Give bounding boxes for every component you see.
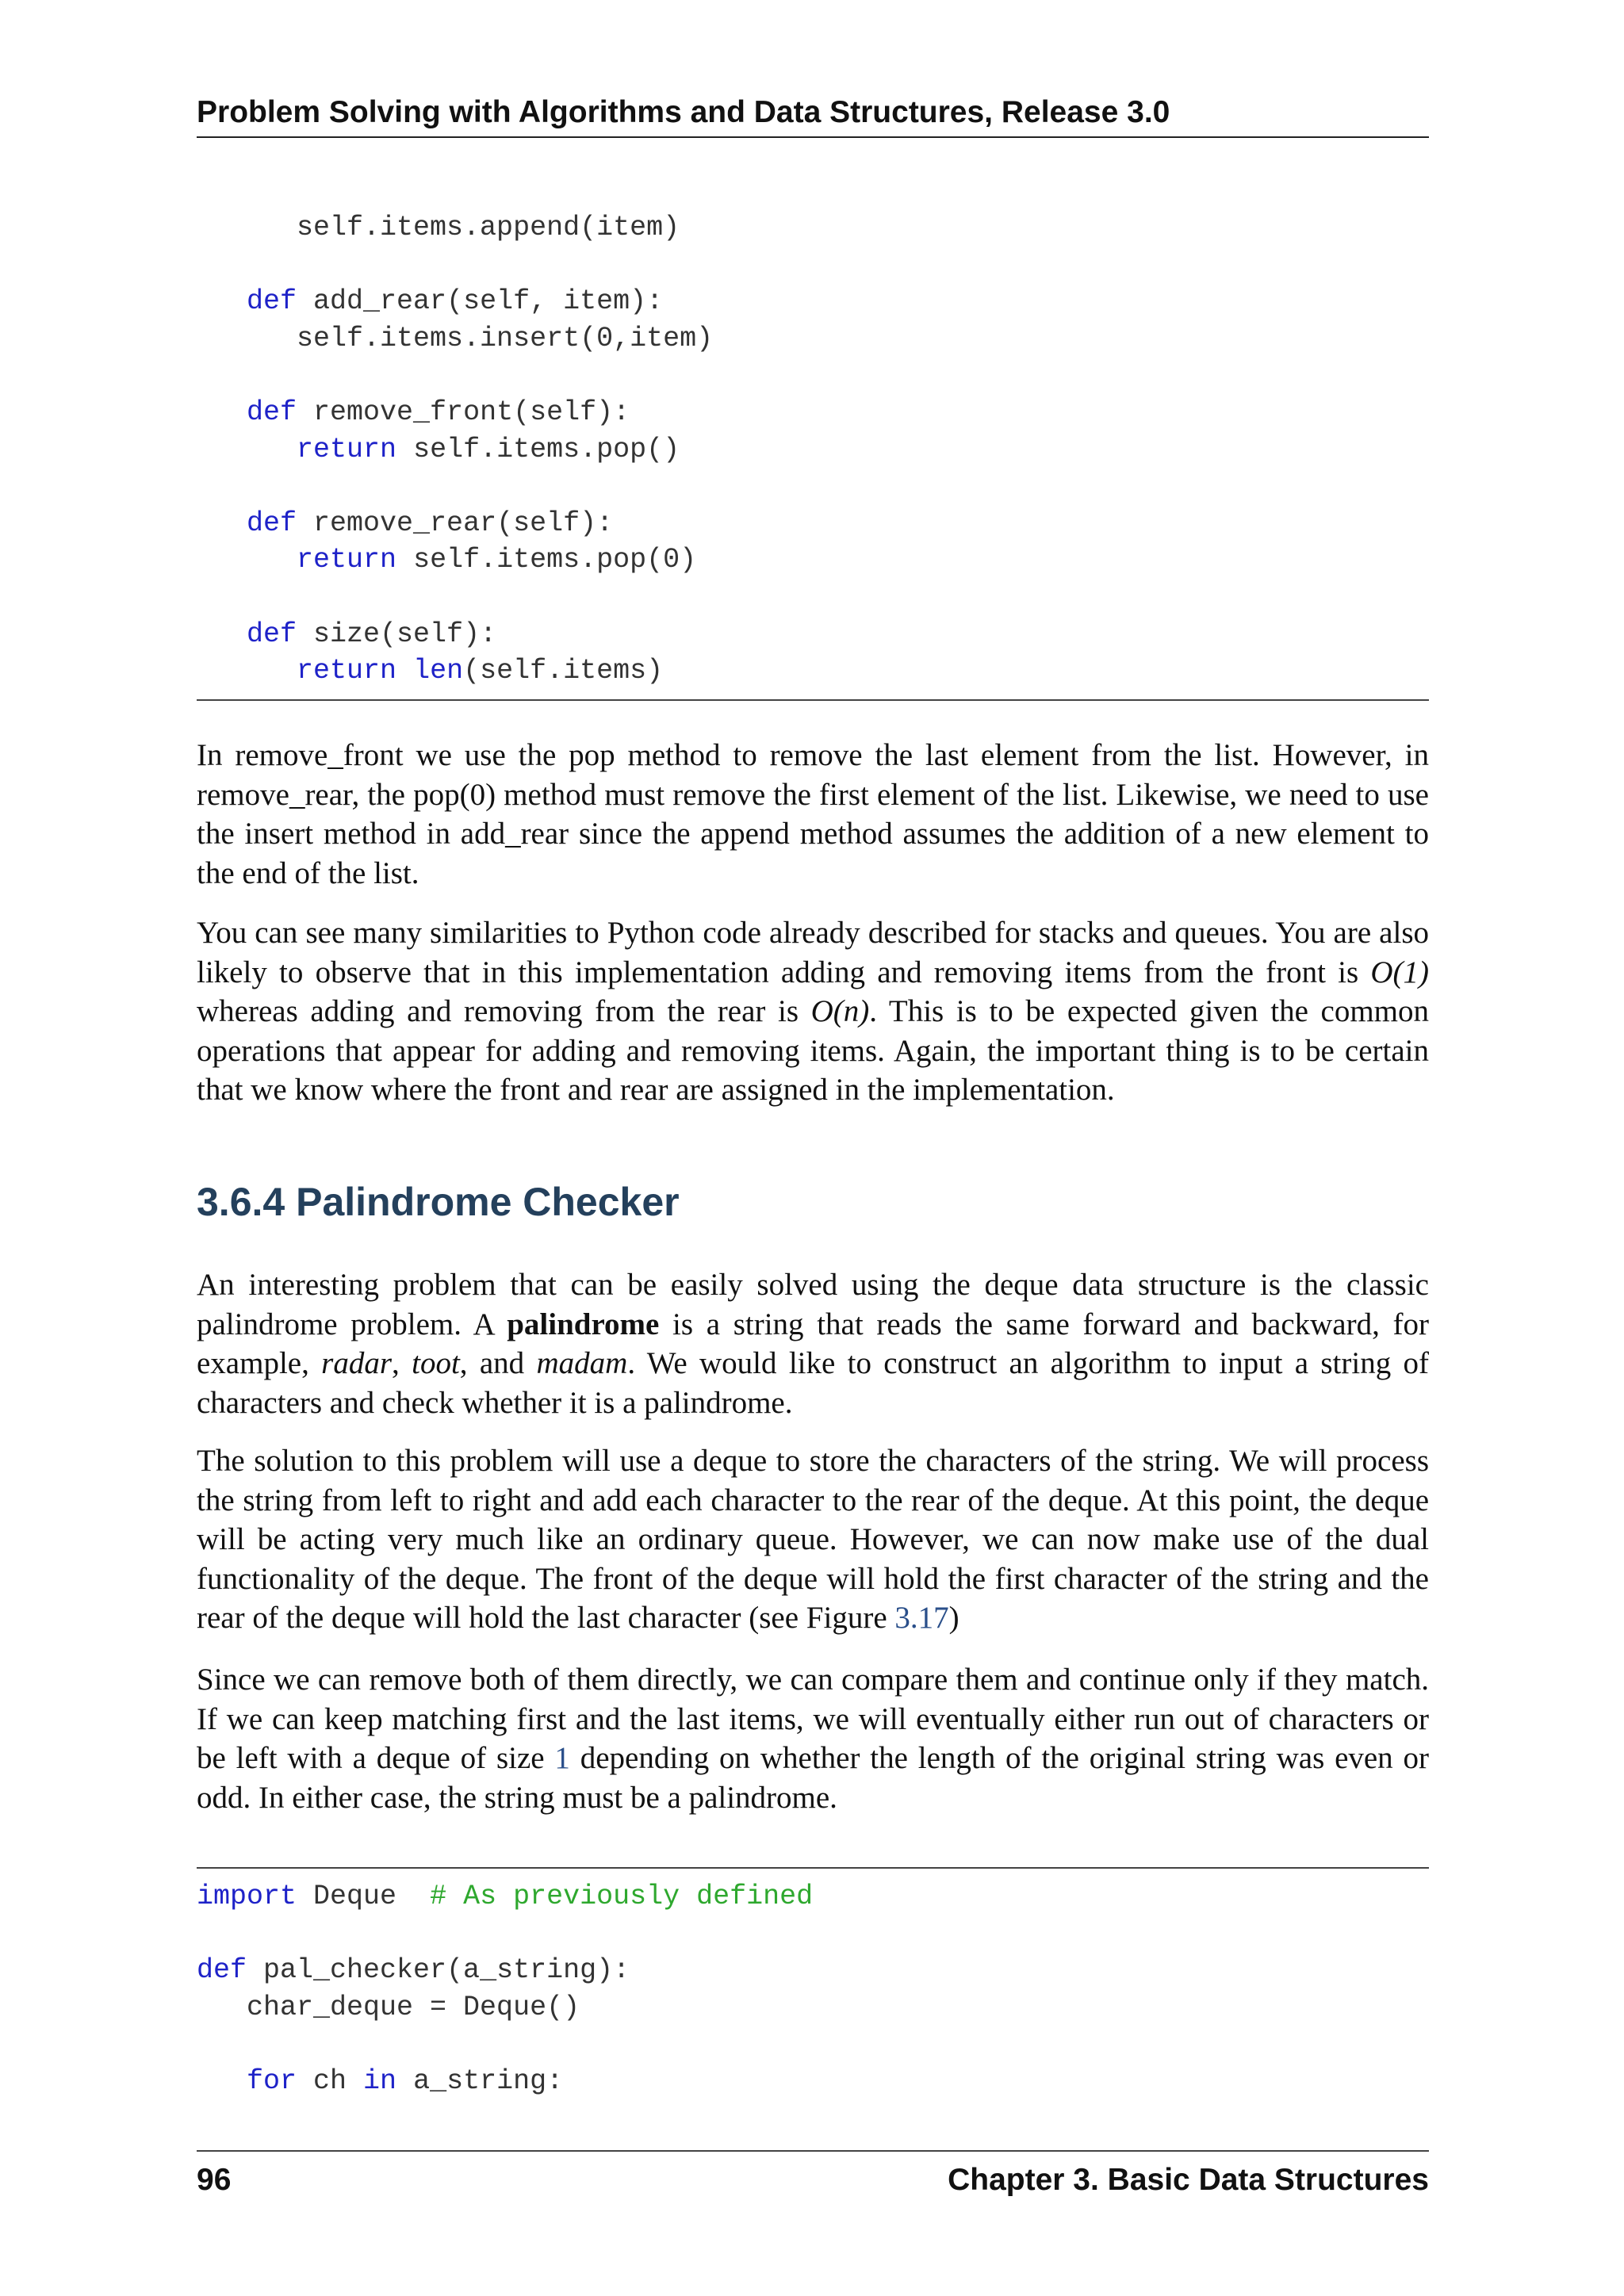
code-text: remove_front(self): [297,396,630,428]
paragraph-text: ) [948,1601,959,1636]
number-one: 1 [554,1741,570,1776]
code-block-deque-methods [197,209,1429,701]
paragraph-text: is a string that reads the same forward and backward, for example, [197,1307,1429,1381]
code-text: size(self): [297,618,497,650]
code-keyword: return [297,433,397,465]
code-comment: # As previously defined [430,1881,814,1912]
code-text: char_deque = Deque() [197,1991,580,2023]
code-text: ch [297,2064,364,2097]
paragraph-solution-approach [197,1441,1429,1638]
example-word: madam [536,1346,628,1381]
math-o1: O(1) [1370,955,1429,989]
code-line [197,1878,1429,1915]
code-text [197,434,297,465]
code-text: Deque [297,1881,431,1912]
code-text [197,618,247,650]
code-keyword: def [247,285,297,318]
paragraph-text: The solution to this problem will use a deque to store the characters of the string. We will process the string from left to right and add each character to the rear of the deque. At this point, the deque will be acting very much like an ordinary queue. However, we can now make use of the dual functionality of the deque. The front of the deque will hold the first character of the string and the rear of the deque will hold the last character (see Figure [197,1444,1429,1636]
running-header: Problem Solving with Algorithms and Data Structures, Release 3.0 [197,89,1429,138]
code-block-pal-checker [197,1867,1429,2129]
figure-reference-link[interactable]: 3.17 [894,1601,949,1636]
paragraph-text: whereas adding and removing from the rear is [197,994,811,1029]
section-title: 3.6.4 Palindrome Checker [197,1180,680,1224]
code-line [197,209,1429,247]
code-text: self.items.append(item) [197,212,680,243]
code-keyword: def [197,1954,247,1987]
code-text [197,507,247,539]
code-line [197,1989,1429,2026]
code-line [197,357,1429,394]
code-keyword: def [247,396,297,428]
paragraph-text: , and [459,1346,537,1381]
code-line [197,468,1429,505]
code-text [197,544,297,576]
code-keyword: return [297,655,397,687]
code-text: self.items.pop() [396,433,680,465]
code-text [396,655,413,687]
paragraph-compare-ends [197,1660,1429,1817]
code-line [197,505,1429,542]
paragraph-text: , [392,1346,412,1381]
code-text: a_string: [396,2064,564,2097]
page-number: 96 [197,2163,232,2197]
code-text [197,2065,247,2097]
code-line [197,283,1429,320]
chapter-title: Chapter 3. Basic Data Structures [948,2163,1429,2197]
code-line [197,652,1429,690]
document-page [197,0,1429,2296]
code-keyword: import [197,1881,297,1912]
code-text [197,285,247,317]
code-text [197,655,297,687]
code-text: self.items.pop(0) [396,544,697,576]
paragraph-text: . We would like to construct an algorithm to input a string of characters and check whether it is a palindrome. [197,1346,1430,1420]
code-keyword: return [297,544,397,576]
example-word: radar [321,1346,393,1381]
paragraph-text: Since we can remove both of them directly, we can compare them and continue only if they match. If we can keep matching first and the last items, we will eventually either run out of characters or be left with a deque of size [197,1663,1429,1776]
code-line [197,320,1429,358]
paragraph-text: depending on whether the length of the original string was even or odd. In either case, the string must be a palindrome. [197,1741,1429,1815]
code-line [197,1915,1429,1953]
paragraph-palindrome-intro [197,1265,1429,1422]
code-text: pal_checker(a_string): [247,1954,630,1987]
code-keyword: def [247,618,297,650]
example-word: toot [412,1346,460,1381]
code-text: self.items.insert(0,item) [197,322,714,354]
code-line [197,431,1429,469]
code-line [197,2063,1429,2100]
code-text [197,396,247,428]
code-line [197,1952,1429,1989]
code-keyword: in [363,2064,397,2097]
code-line [197,394,1429,431]
code-keyword: def [247,507,297,539]
code-text: (self.items) [463,655,664,687]
paragraph-remove-front-explanation: In remove_front we use the pop method to remove the last element from the list. However, in remove_rear, the pop(0) method must remove the first element of the list. Likewise, we need to use the insert method in add_rear since the append method assumes the addition of a new element to the end of the list. [197,738,1429,890]
paragraph-complexity [197,913,1429,1110]
term-palindrome: palindrome [507,1307,660,1341]
code-line [197,2026,1429,2063]
math-on: O(n) [810,994,870,1029]
code-text: add_rear(self, item): [297,285,664,318]
paragraph-text: . This is to be expected given the common operations that appear for adding and removing items. Again, the important thing is to be certain that we know where the front and rear are assigned in the implementation. [197,994,1429,1108]
code-line [197,616,1429,653]
paragraph-text: You can see many similarities to Python code already described for stacks and queues. You are also likely to observe that in this implementation adding and removing items from the front is [197,916,1429,989]
code-builtin: len [413,655,464,687]
code-line [197,579,1429,616]
code-line [197,247,1429,284]
page-footer [197,2150,1429,2204]
code-line [197,541,1429,579]
paragraph-text: An interesting problem that can be easily solved using the deque data structure is the classic palindrome problem. A [197,1268,1429,1341]
code-text: remove_rear(self): [297,507,614,539]
code-keyword: for [247,2064,297,2097]
